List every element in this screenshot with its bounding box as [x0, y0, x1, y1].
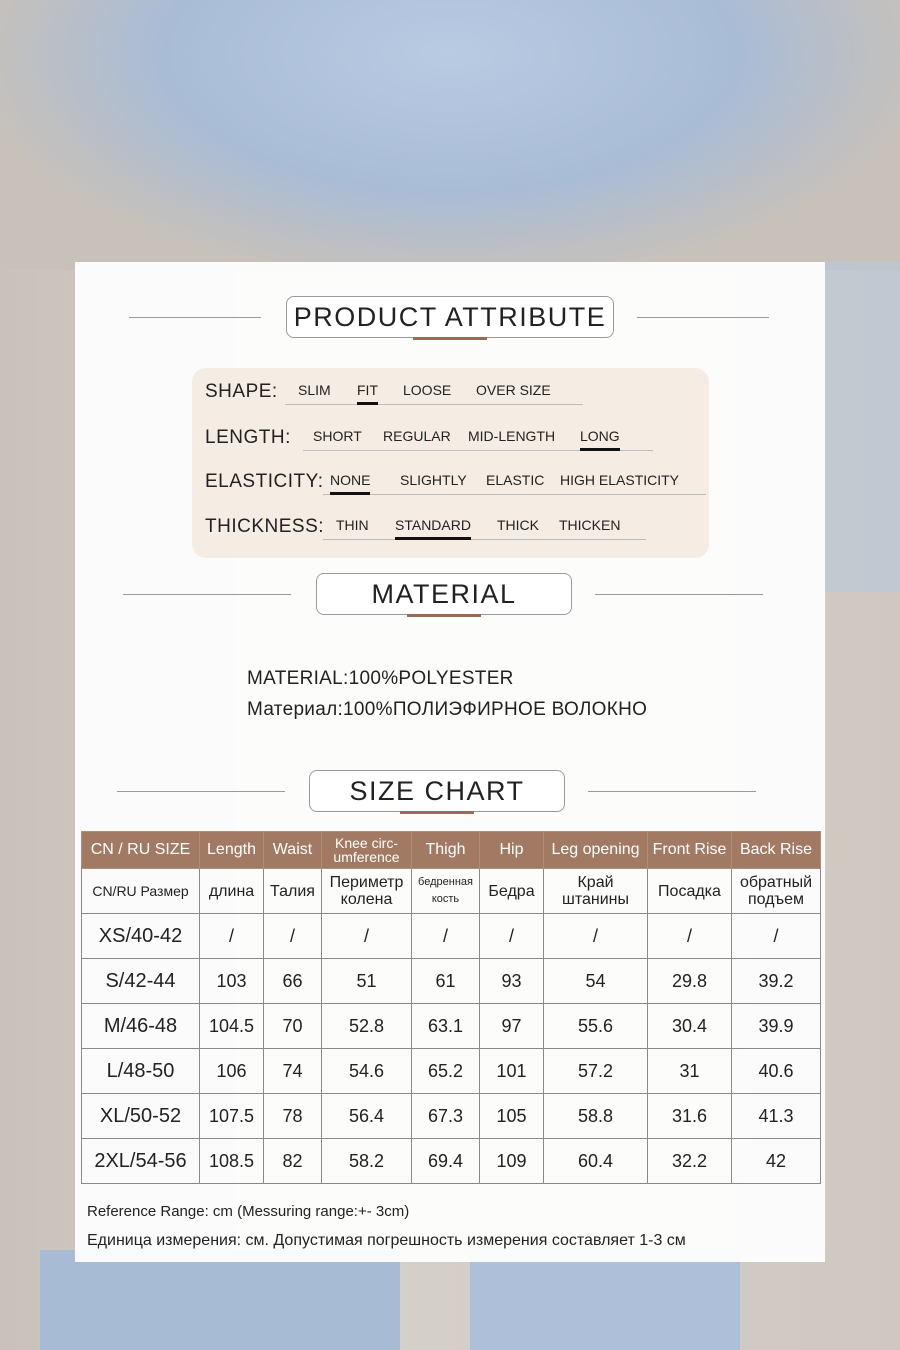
title-accent-bar	[413, 337, 487, 340]
ru-header-cell: Бедра	[480, 869, 544, 914]
attr-option: OVER SIZE	[476, 382, 551, 398]
measurement-cell: 107.5	[200, 1094, 264, 1139]
title-rule-left	[123, 594, 291, 595]
measurement-cell: 69.4	[412, 1139, 480, 1184]
measurement-cell: /	[322, 914, 412, 959]
attr-label: LENGTH:	[205, 427, 291, 448]
measurement-cell: 78	[264, 1094, 322, 1139]
measurement-cell: 58.8	[544, 1094, 648, 1139]
attr-rule	[323, 494, 706, 495]
attr-label: SHAPE:	[205, 381, 278, 402]
table-row	[82, 1049, 821, 1094]
measurement-cell: /	[732, 914, 821, 959]
measurement-cell: /	[412, 914, 480, 959]
ru-header-cell: Край штанины	[544, 869, 648, 914]
measurement-cell: 106	[200, 1049, 264, 1094]
title-rule-left	[129, 317, 261, 318]
measurement-cell: 60.4	[544, 1139, 648, 1184]
attr-option: REGULAR	[383, 428, 451, 444]
measurement-cell: 32.2	[648, 1139, 732, 1184]
measurement-cell: 105	[480, 1094, 544, 1139]
table-row	[82, 1094, 821, 1139]
attr-option: THICKEN	[559, 517, 621, 533]
table-row	[82, 1004, 821, 1049]
measurement-cell: 29.8	[648, 959, 732, 1004]
measurement-cell: 56.4	[322, 1094, 412, 1139]
measurement-cell: 52.8	[322, 1004, 412, 1049]
measurement-cell: 55.6	[544, 1004, 648, 1049]
attr-option: THIN	[336, 517, 369, 533]
measurement-cell: 70	[264, 1004, 322, 1049]
measurement-cell: 39.9	[732, 1004, 821, 1049]
attr-option: LOOSE	[403, 382, 452, 398]
size-chart-title-text: SIZE CHART	[349, 775, 525, 806]
table-row	[82, 914, 821, 959]
measurement-cell: /	[200, 914, 264, 959]
header-cell: Length	[200, 832, 264, 869]
header-cell: Back Rise	[732, 832, 821, 869]
measurement-cell: 74	[264, 1049, 322, 1094]
size-table	[81, 831, 821, 1184]
attr-label: ELASTICITY:	[205, 471, 324, 492]
measurement-cell: /	[264, 914, 322, 959]
title-rule-right	[588, 791, 756, 792]
measurement-cell: 54	[544, 959, 648, 1004]
material-title-text: MATERIAL	[371, 578, 517, 609]
measurement-cell: 54.6	[322, 1049, 412, 1094]
photo-trouser-leg-right	[470, 1250, 740, 1350]
header-cell: Thigh	[412, 832, 480, 869]
size-label-cell: S/42-44	[82, 959, 200, 1004]
table-row	[82, 959, 821, 1004]
measurement-cell: 41.3	[732, 1094, 821, 1139]
header-cell: Hip	[480, 832, 544, 869]
reference-note-ru: Единица измерения: см. Допустимая погрешность измерения составляет 1-3 см	[87, 1232, 686, 1249]
measurement-cell: 40.6	[732, 1049, 821, 1094]
size-label-cell: 2XL/54-56	[82, 1139, 200, 1184]
photo-trouser-leg-left	[40, 1250, 400, 1350]
attr-option: MID-LENGTH	[468, 428, 556, 444]
attr-option: ELASTIC	[486, 472, 545, 488]
ru-header-cell: обратный подъем	[732, 869, 821, 914]
measurement-cell: 51	[322, 959, 412, 1004]
title-rule-right	[637, 317, 769, 318]
attribute-box	[192, 368, 709, 558]
header-cell: Waist	[264, 832, 322, 869]
ru-header-cell: Посадка	[648, 869, 732, 914]
measurement-cell: 108.5	[200, 1139, 264, 1184]
measurement-cell: /	[648, 914, 732, 959]
size-label-cell: L/48-50	[82, 1049, 200, 1094]
ru-header-cell: длина	[200, 869, 264, 914]
measurement-cell: 31.6	[648, 1094, 732, 1139]
measurement-cell: 93	[480, 959, 544, 1004]
measurement-cell: 67.3	[412, 1094, 480, 1139]
measurement-cell: 58.2	[322, 1139, 412, 1184]
header-cell: Leg opening	[544, 832, 648, 869]
photo-blouse-area	[0, 0, 900, 270]
reference-note-en: Reference Range: cm (Messuring range:+- 3cm)	[87, 1203, 410, 1220]
attr-option: SLIM	[298, 382, 331, 398]
size-table-ru-header-row	[82, 869, 821, 914]
measurement-cell: 109	[480, 1139, 544, 1184]
ru-header-cell: Талия	[264, 869, 322, 914]
measurement-cell: 63.1	[412, 1004, 480, 1049]
measurement-cell: 57.2	[544, 1049, 648, 1094]
measurement-cell: 97	[480, 1004, 544, 1049]
attr-option: THICK	[497, 517, 539, 533]
attr-option-selected: LONG	[580, 428, 620, 444]
material-line-ru: Материал:100%ПОЛИЭФИРНОЕ ВОЛОКНО	[247, 699, 648, 720]
measurement-cell: /	[544, 914, 648, 959]
attr-label: THICKNESS:	[205, 516, 325, 537]
measurement-cell: 104.5	[200, 1004, 264, 1049]
title-rule-left	[117, 791, 285, 792]
attr-option: SHORT	[313, 428, 362, 444]
measurement-cell: 31	[648, 1049, 732, 1094]
attr-rule	[323, 539, 646, 540]
size-label-cell: M/46-48	[82, 1004, 200, 1049]
attr-option-selected: STANDARD	[395, 517, 471, 533]
title-accent-bar	[407, 614, 481, 617]
size-label-cell: XL/50-52	[82, 1094, 200, 1139]
size-chart-title	[309, 770, 565, 812]
attr-option-selected: NONE	[330, 472, 371, 488]
measurement-cell: 42	[732, 1139, 821, 1184]
measurement-cell: 39.2	[732, 959, 821, 1004]
measurement-cell: 82	[264, 1139, 322, 1184]
attr-option: HIGH ELASTICITY	[560, 472, 680, 488]
measurement-cell: 103	[200, 959, 264, 1004]
ru-header-cell: CN/RU Размер	[82, 869, 200, 914]
measurement-cell: 61	[412, 959, 480, 1004]
material-title	[316, 573, 572, 615]
measurement-cell: 101	[480, 1049, 544, 1094]
header-cell: Front Rise	[648, 832, 732, 869]
title-rule-right	[595, 594, 763, 595]
size-label-cell: XS/40-42	[82, 914, 200, 959]
attr-option-selected: FIT	[357, 382, 378, 398]
measurement-cell: /	[480, 914, 544, 959]
size-table-header-row	[82, 832, 821, 869]
measurement-cell: 65.2	[412, 1049, 480, 1094]
measurement-cell: 66	[264, 959, 322, 1004]
measurement-cell: 30.4	[648, 1004, 732, 1049]
table-row	[82, 1139, 821, 1184]
material-line-en: MATERIAL:100%POLYESTER	[247, 668, 514, 689]
ru-header-cell: бедренная кость	[412, 869, 480, 914]
ru-header-cell: Периметр колена	[322, 869, 412, 914]
title-accent-bar	[400, 811, 474, 814]
attr-rule	[285, 404, 583, 405]
attribute-title	[286, 296, 614, 338]
attr-option: SLIGHTLY	[400, 472, 467, 488]
attribute-title-text: PRODUCT ATTRIBUTE	[293, 301, 607, 332]
info-panel	[75, 262, 825, 1262]
header-cell: Knee circ-umference	[322, 832, 412, 869]
header-cell: CN / RU SIZE	[82, 832, 200, 869]
